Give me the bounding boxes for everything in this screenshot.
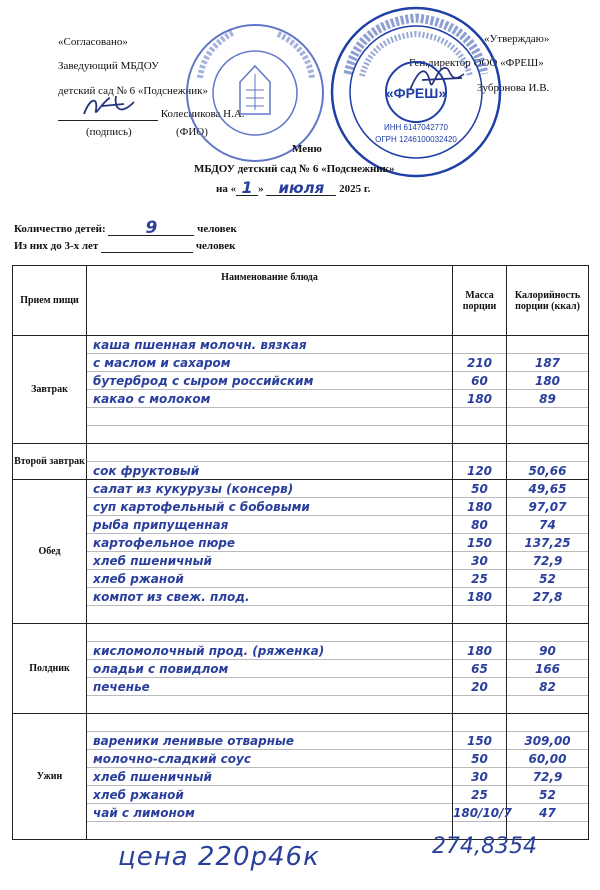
- dish-line: [87, 804, 452, 822]
- kcal-line: [507, 786, 588, 804]
- mass-line: [453, 408, 506, 426]
- kcal-column-cell: [507, 444, 589, 480]
- kcal-column-cell: [507, 480, 589, 624]
- header-meal: Прием пищи: [13, 266, 87, 336]
- portion-mass: 180: [466, 499, 493, 514]
- dish-line: [87, 714, 452, 732]
- dish-name: каша пшенная молочн. вязкая: [93, 337, 307, 352]
- dish-name: оладьи с повидлом: [93, 661, 229, 676]
- portion-mass: 180: [466, 589, 493, 604]
- mass-line: [453, 372, 506, 390]
- dish-column-cell: [87, 714, 453, 840]
- kcal-line: [507, 624, 588, 642]
- menu-title: Меню: [292, 143, 322, 155]
- mass-line: [453, 804, 512, 822]
- mass-line: [453, 696, 506, 713]
- portion-mass: 30: [471, 769, 488, 784]
- meal-section: [13, 714, 589, 840]
- portion-kcal: 309,00: [524, 733, 571, 748]
- dish-line: [87, 732, 452, 750]
- mass-line: [453, 354, 506, 372]
- dish-name: компот из свеж. плод.: [93, 589, 250, 604]
- mass-column-cell: [453, 624, 507, 714]
- mass-line: [453, 336, 506, 354]
- dish-name: картофельное пюре: [93, 535, 235, 550]
- portion-mass: 180: [466, 643, 493, 658]
- dish-name: рыба припущенная: [93, 517, 229, 532]
- meal-section: [13, 624, 589, 714]
- kcal-line: [507, 678, 588, 696]
- meal-name: Обед: [13, 480, 87, 624]
- header-kcal: Калорийность порции (ккал): [507, 266, 589, 336]
- portion-kcal: 52: [539, 571, 556, 586]
- kcal-line: [507, 516, 588, 534]
- dish-line: [87, 642, 452, 660]
- portion-kcal: 72,9: [532, 769, 563, 784]
- kcal-line: [507, 354, 588, 372]
- kcal-column-cell: [507, 336, 589, 444]
- dish-line: [87, 480, 452, 498]
- portion-mass: 180/10/7: [453, 805, 512, 820]
- kcal-line: [507, 804, 588, 822]
- approved-label: «Утверждаю»: [484, 33, 550, 45]
- header-mass: Масса порции: [453, 266, 507, 336]
- dish-name: какао с молоком: [93, 391, 211, 406]
- dish-line: [87, 390, 452, 408]
- dish-column-cell: [87, 336, 453, 444]
- meal-name: Ужин: [13, 714, 87, 840]
- portion-kcal: 82: [539, 679, 556, 694]
- kcal-line: [507, 570, 588, 588]
- kcal-line: [507, 696, 588, 713]
- meal-section: [13, 336, 589, 444]
- left-position: Заведующий МБДОУ: [58, 60, 159, 72]
- dish-line: [87, 768, 452, 786]
- dish-line: [87, 426, 452, 443]
- dish-line: [87, 372, 452, 390]
- portion-kcal: 72,9: [532, 553, 563, 568]
- dish-name: вареники ленивые отварные: [93, 733, 294, 748]
- dish-line: [87, 588, 452, 606]
- portion-kcal: 137,25: [524, 535, 571, 550]
- portion-kcal: 187: [534, 355, 561, 370]
- portion-kcal: 27,8: [532, 589, 563, 604]
- dish-name: с маслом и сахаром: [93, 355, 231, 370]
- meal-name: Завтрак: [13, 336, 87, 444]
- portion-kcal: 60,00: [528, 751, 567, 766]
- total-kcal-note: 274,8354: [432, 834, 537, 859]
- portion-mass: 30: [471, 553, 488, 568]
- dish-line: [87, 444, 452, 462]
- mass-line: [453, 570, 506, 588]
- fio-caption: (ФИО): [176, 126, 208, 138]
- fresh-stamp: [328, 4, 504, 180]
- portion-mass: 25: [471, 787, 488, 802]
- kcal-line: [507, 390, 588, 408]
- kcal-line: [507, 372, 588, 390]
- kcal-line: [507, 750, 588, 768]
- dish-line: [87, 498, 452, 516]
- portion-mass: 80: [471, 517, 488, 532]
- under3-count-line: [14, 240, 236, 253]
- menu-subtitle: МБДОУ детский сад № 6 «Подснежник»: [194, 163, 395, 175]
- mass-line: [453, 642, 506, 660]
- dish-line: [87, 750, 452, 768]
- kcal-line: [507, 444, 588, 462]
- portion-kcal: 97,07: [528, 499, 567, 514]
- mass-column-cell: [453, 336, 507, 444]
- dish-line: [87, 408, 452, 426]
- kcal-line: [507, 714, 588, 732]
- mass-line: [453, 534, 506, 552]
- portion-mass: 150: [466, 733, 493, 748]
- dish-name: хлеб ржаной: [93, 571, 184, 586]
- mass-line: [453, 660, 506, 678]
- dish-name: молочно-сладкий соус: [93, 751, 251, 766]
- kcal-column-cell: [507, 624, 589, 714]
- dish-name: кисломолочный прод. (ряженка): [93, 643, 325, 658]
- kcal-line: [507, 588, 588, 606]
- table-header-row: [13, 266, 589, 336]
- fresh-stamp-center: «ФРЕШ»: [385, 85, 447, 101]
- mass-column-cell: [453, 714, 512, 840]
- dish-column-cell: [87, 624, 453, 714]
- dish-line: [87, 462, 452, 479]
- portion-mass: 210: [466, 355, 493, 370]
- date-year: 2025 г.: [339, 183, 371, 195]
- meal-name: Второй завтрак: [13, 444, 87, 480]
- portion-kcal: 74: [539, 517, 556, 532]
- date-prefix: на «: [216, 183, 237, 195]
- meal-name: Полдник: [13, 624, 87, 714]
- kcal-line: [507, 426, 588, 443]
- dish-line: [87, 678, 452, 696]
- dish-line: [87, 516, 452, 534]
- dish-line: [87, 786, 452, 804]
- dish-line: [87, 570, 452, 588]
- dish-name: печенье: [93, 679, 150, 694]
- mass-line: [453, 624, 506, 642]
- dish-line: [87, 606, 452, 623]
- dish-line: [87, 624, 452, 642]
- header-dish: Наименование блюда: [87, 266, 453, 336]
- mass-line: [453, 732, 506, 750]
- portion-kcal: 90: [539, 643, 556, 658]
- under3-value-blank: [101, 241, 193, 253]
- children-value: 9: [108, 221, 194, 236]
- mass-line: [453, 390, 506, 408]
- kcal-line: [507, 480, 588, 498]
- dish-line: [87, 696, 452, 713]
- dish-line: [87, 822, 452, 839]
- mass-column-cell: [453, 480, 507, 624]
- dish-name: чай с лимоном: [93, 805, 195, 820]
- mass-column-cell: [453, 444, 507, 480]
- portion-kcal: 52: [539, 787, 556, 802]
- under3-label: Из них до 3-х лет: [14, 240, 99, 252]
- mass-line: [453, 516, 506, 534]
- left-signer-name: Колесникова Н.А.: [160, 108, 245, 120]
- dish-name: салат из кукурузы (консерв): [93, 481, 294, 496]
- portion-mass: 25: [471, 571, 488, 586]
- mass-line: [453, 768, 506, 786]
- mass-line: [453, 426, 506, 443]
- mass-line: [453, 786, 506, 804]
- dish-column-cell: [87, 480, 453, 624]
- meal-section: [13, 444, 589, 480]
- dish-line: [87, 336, 452, 354]
- kcal-line: [507, 552, 588, 570]
- fresh-stamp-ogrn: ОГРН 1246100032420: [375, 135, 457, 144]
- mass-line: [453, 480, 506, 498]
- dish-name: хлеб пшеничный: [93, 553, 212, 568]
- left-signature: [80, 92, 140, 122]
- dish-line: [87, 552, 452, 570]
- mass-line: [453, 678, 506, 696]
- menu-date: [216, 178, 371, 197]
- portion-mass: 20: [471, 679, 488, 694]
- children-unit: человек: [197, 223, 237, 235]
- mass-line: [453, 444, 506, 462]
- kcal-line: [507, 768, 588, 786]
- mass-line: [453, 588, 506, 606]
- kcal-line: [507, 534, 588, 552]
- menu-table: [12, 265, 589, 840]
- date-day: 1: [236, 181, 258, 196]
- dish-line: [87, 660, 452, 678]
- under3-unit: человек: [195, 240, 236, 252]
- mass-line: [453, 498, 506, 516]
- right-position: Ген.директор ООО «ФРЕШ»: [409, 57, 544, 69]
- fresh-stamp-inn: ИНН 6147042770: [383, 123, 449, 132]
- portion-kcal: 50,66: [528, 463, 567, 478]
- price-note: цена 220р46к: [118, 842, 320, 872]
- portion-mass: 50: [471, 751, 488, 766]
- portion-mass: 120: [466, 463, 493, 478]
- agreed-label: «Согласовано»: [58, 36, 128, 48]
- dish-line: [87, 534, 452, 552]
- kcal-line: [507, 462, 588, 479]
- portion-mass: 50: [471, 481, 488, 496]
- right-signer-name: Зубронова И.В.: [477, 82, 550, 94]
- portion-kcal: 49,65: [528, 481, 567, 496]
- kcal-line: [507, 732, 588, 750]
- portion-mass: 180: [466, 391, 493, 406]
- kcal-line: [507, 498, 588, 516]
- portion-kcal: 89: [539, 391, 556, 406]
- dish-column-cell: [87, 444, 453, 480]
- mass-line: [453, 714, 506, 732]
- kcal-column-cell: [507, 714, 589, 840]
- kcal-line: [507, 660, 588, 678]
- portion-mass: 60: [471, 373, 488, 388]
- date-month: июля: [266, 181, 336, 196]
- portion-kcal: 47: [539, 805, 556, 820]
- dish-line: [87, 354, 452, 372]
- portion-mass: 65: [471, 661, 488, 676]
- kcal-line: [507, 606, 588, 623]
- mass-line: [453, 750, 506, 768]
- left-org: детский сад № 6 «Подснежник»: [58, 85, 209, 97]
- dish-name: суп картофельный с бобовыми: [93, 499, 310, 514]
- children-label: Количество детей:: [14, 223, 106, 235]
- meal-section: [13, 480, 589, 624]
- sign-caption: (подпись): [86, 126, 132, 138]
- kcal-line: [507, 408, 588, 426]
- mass-line: [453, 606, 506, 623]
- mass-line: [453, 552, 506, 570]
- dish-name: хлеб пшеничный: [93, 769, 212, 784]
- children-count-line: [14, 218, 237, 238]
- portion-kcal: 180: [534, 373, 561, 388]
- dish-name: сок фруктовый: [93, 463, 200, 478]
- kcal-line: [507, 642, 588, 660]
- kcal-line: [507, 336, 588, 354]
- mass-line: [453, 462, 506, 479]
- portion-kcal: 166: [534, 661, 561, 676]
- date-mid: »: [258, 183, 264, 195]
- portion-mass: 150: [466, 535, 493, 550]
- dish-name: хлеб ржаной: [93, 787, 184, 802]
- dish-name: бутерброд с сыром российским: [93, 373, 314, 388]
